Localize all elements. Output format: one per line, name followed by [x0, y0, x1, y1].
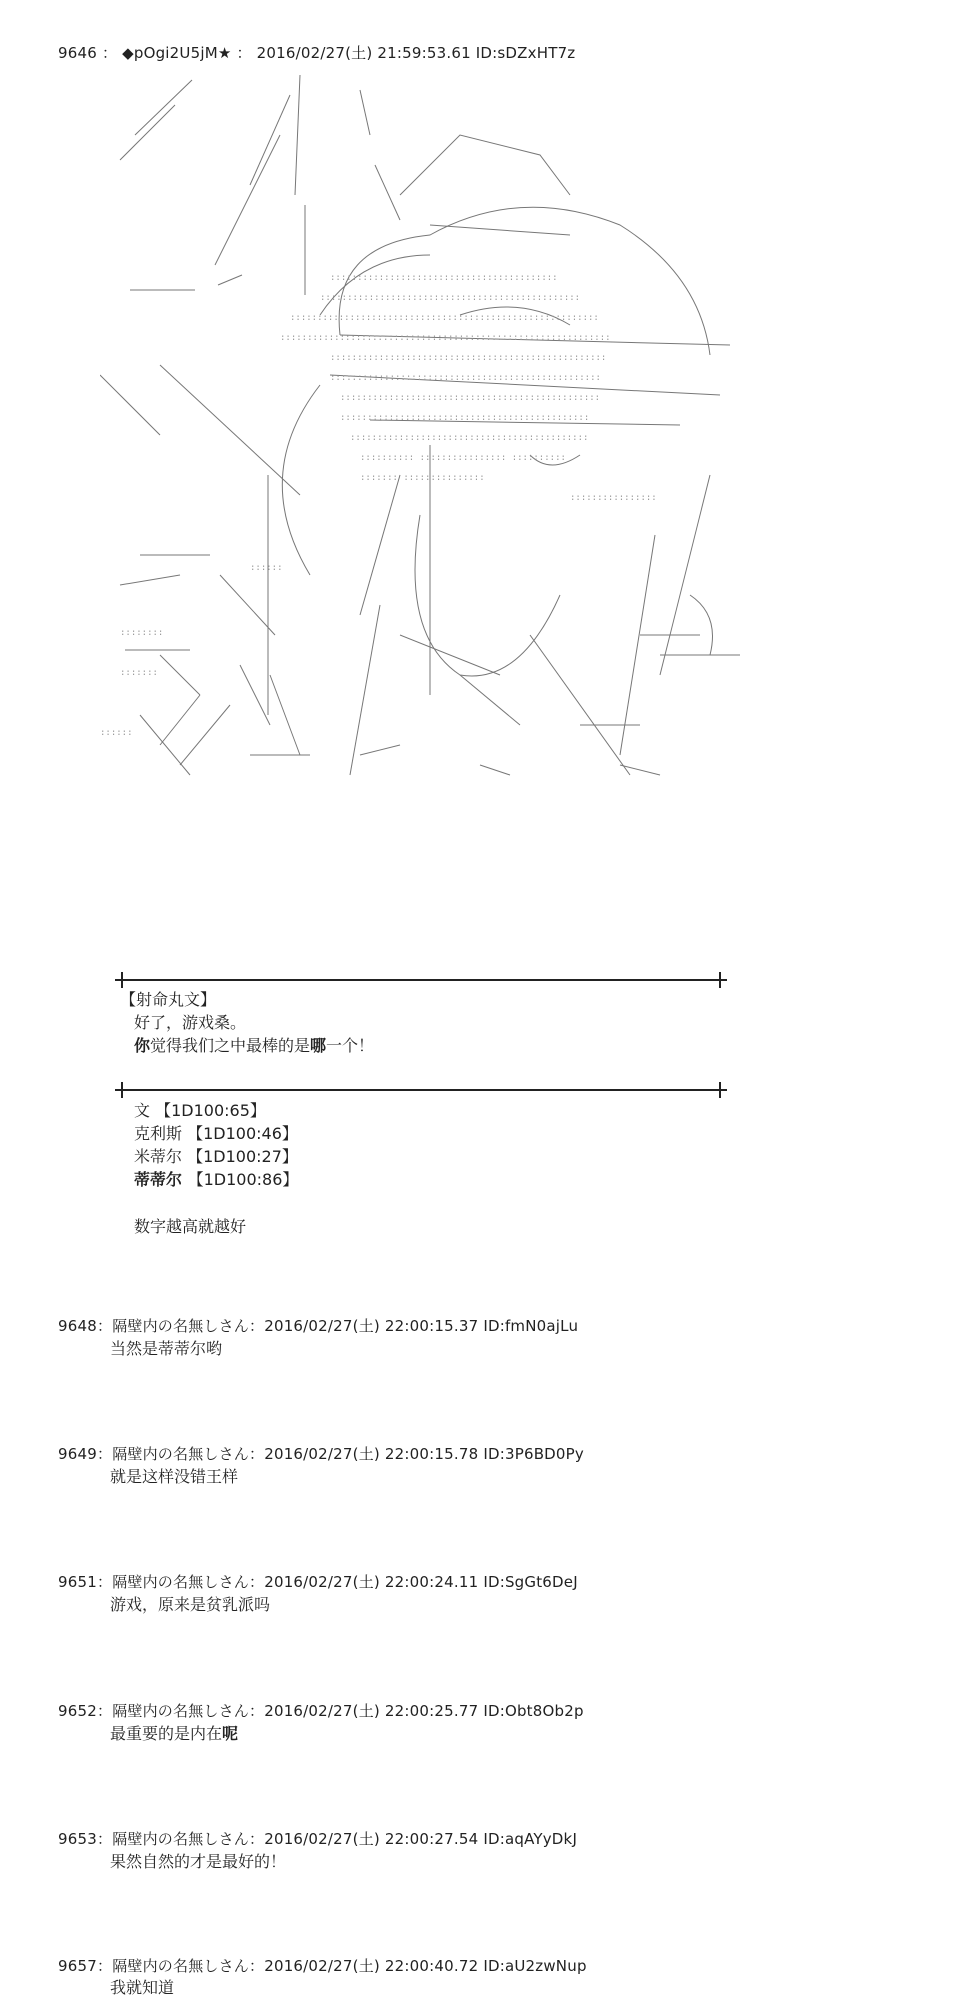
separator-rule	[115, 979, 727, 981]
dice-row: 米蒂尔 【1D100:27】	[134, 1147, 298, 1166]
dice-results	[134, 1099, 298, 1238]
dialog-line-1: 好了，游戏桑。	[134, 1013, 247, 1032]
dice-row: 克利斯 【1D100:46】	[134, 1124, 298, 1143]
svg-text:::::::::::::::::::::::::::::::: ::::::::::::::::::::::::::::::::::::::::::::::::	[320, 293, 581, 303]
post-header-9651: 9651：隔壁内の名無しさん：2016/02/27(土) 22:00:24.11 ID:SgGt6DeJ	[58, 1573, 578, 1591]
post-body-9649: 就是这样没错王样	[110, 1467, 239, 1486]
dice-row: 文 【1D100:65】	[134, 1101, 266, 1120]
svg-text:::::::: ::::::	[250, 563, 283, 573]
svg-text:::::::::::::::::::::::::::::::: ::::::::::::::::::::::::::::::::::::::::::::::::::	[330, 373, 601, 383]
post-header-9648: 9648：隔壁内の名無しさん：2016/02/27(土) 22:00:15.37 ID:fmN0ajLu	[58, 1317, 579, 1335]
dialog-speaker: 【射命丸文】	[120, 990, 217, 1009]
svg-text:::::::::::::::::: ::::::::::::::::	[570, 493, 657, 503]
post-body-9653: 果然自然的才是最好的！	[110, 1852, 287, 1871]
ascii-art-illustration	[100, 75, 800, 975]
post-separator: ：	[101, 44, 118, 62]
dice-row: 蒂蒂尔 【1D100:86】	[134, 1170, 299, 1189]
poster-name: ◆pOgi2U5jM★	[122, 44, 232, 62]
post-body-9651: 游戏，原来是贫乳派吗	[110, 1595, 271, 1614]
svg-text:::::::: ::::::	[100, 728, 133, 738]
dialog-block	[120, 988, 374, 1057]
dialog-line-2: 你觉得我们之中最棒的是哪一个！	[134, 1036, 375, 1055]
svg-text:::::::::::::::::::::::::::::::: :::::::::::::::::::::::::::::::::::::::::::::::::::::::::::::	[280, 333, 611, 343]
svg-text:::::::::::::::::::::::::::::::: :::::::::::::::::::::::::::::::::::::::::::::::::::	[330, 353, 607, 363]
post-header-9652: 9652：隔壁内の名無しさん：2016/02/27(土) 22:00:25.77 ID:Obt8Ob2p	[58, 1702, 584, 1720]
svg-text::::::::::: ::::::::::::::::: :::::::::: :::::::::::::::: ::::::::::	[360, 453, 566, 463]
svg-text:::::::::: ::::::::	[120, 628, 164, 638]
svg-text:::::::::::::::::::::::::::::::: ::::::::::::::::::::::::::::::::::::::::::	[330, 273, 558, 283]
svg-text:::::::::::::::::::::::::::::::: ::::::::::::::::::::::::::::::::::::::::::::::::	[340, 393, 601, 403]
svg-text:::::::::::::::::::::::::::::::: ::::::::::::::::::::::::::::::::::::::::::::	[350, 433, 589, 443]
post-header-9653: 9653：隔壁内の名無しさん：2016/02/27(土) 22:00:27.54 ID:aqAYyDkJ	[58, 1830, 578, 1848]
post-body-9648: 当然是蒂蒂尔哟	[110, 1339, 223, 1358]
svg-text:::::::: ::::::::::::: ::::::: :::::::::::::::	[360, 473, 485, 483]
post-header-9657: 9657：隔壁内の名無しさん：2016/02/27(土) 22:00:40.72 ID:aU2zwNup	[58, 1957, 587, 1975]
post-header-9649: 9649：隔壁内の名無しさん：2016/02/27(土) 22:00:15.78 ID:3P6BD0Py	[58, 1445, 584, 1463]
svg-text:::::::::::::::::::::::::::::::: :::::::::::::::::::::::::::::::::::::::::::::::::::::::::	[290, 313, 599, 323]
post-datetime: 2016/02/27(土) 21:59:53.61	[256, 44, 471, 62]
post-number: 9646	[58, 44, 97, 62]
post-body-9652: 最重要的是内在呢	[110, 1724, 239, 1743]
post-body-9657: 我就知道	[110, 1978, 175, 1997]
dice-note: 数字越高就越好	[134, 1217, 247, 1236]
post-separator: ：	[236, 44, 252, 62]
post-header-9646	[58, 42, 575, 63]
poster-id: ID:sDZxHT7z	[475, 44, 576, 62]
svg-text:::::::::::::::::::::::::::::::: ::::::::::::::::::::::::::::::::::::::::::::::	[340, 413, 590, 423]
svg-text::::::::: :::::::	[120, 668, 158, 678]
separator-rule	[115, 1089, 727, 1091]
